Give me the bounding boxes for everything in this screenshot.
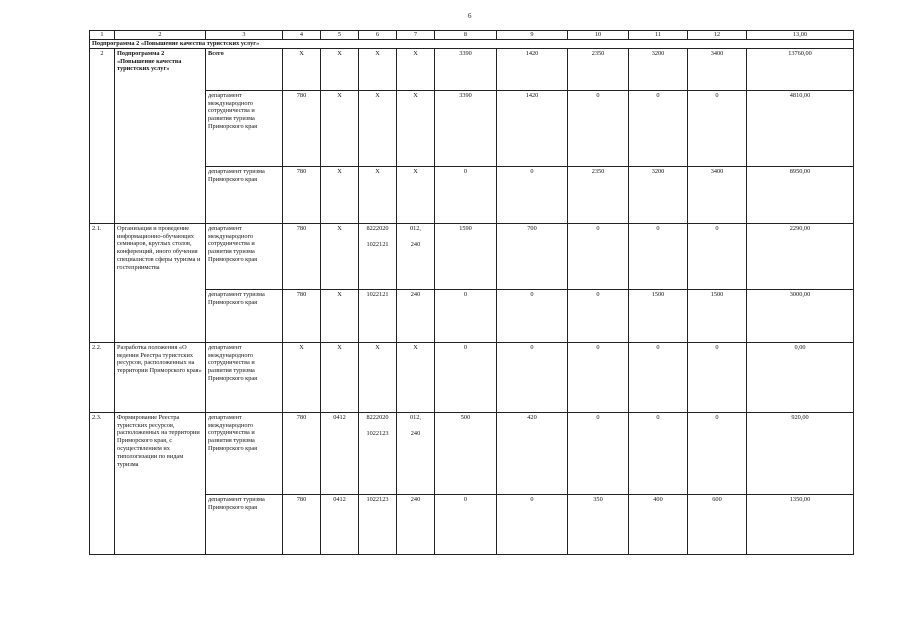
activity-name: Организация и проведение информационно-обучающих семинаров, круглых столов, конференций, иного обучения специалистов сферы туризма и гостеприимства	[115, 223, 206, 342]
cell-total: 13760,00	[747, 48, 854, 90]
code-line: 8222020	[366, 224, 389, 232]
cell-code	[359, 412, 397, 494]
cell-value: 1500	[688, 289, 747, 342]
column-number: 6	[359, 31, 397, 40]
cell-value: X	[359, 48, 397, 90]
cell-value: 1022123	[359, 494, 397, 554]
cell-total: 4810,00	[747, 90, 854, 166]
cell-value: 0	[497, 494, 568, 554]
cell-value: 0	[435, 494, 497, 554]
code-line: 012,	[409, 413, 422, 421]
column-number: 13,00	[747, 31, 854, 40]
cell-code	[397, 412, 435, 494]
cell-code	[397, 223, 435, 289]
cell-value: X	[321, 289, 359, 342]
cell-value: 1500	[629, 289, 688, 342]
cell-value: 0	[568, 289, 629, 342]
table-row	[90, 223, 854, 289]
page-number: 6	[468, 12, 472, 20]
executor: департамент международного сотрудничества и развития туризма Приморского края	[206, 412, 283, 494]
cell-value: 0	[568, 223, 629, 289]
cell-value: X	[359, 90, 397, 166]
cell-value: 780	[283, 90, 321, 166]
column-number: 1	[90, 31, 115, 40]
cell-total: 0,00	[747, 342, 854, 412]
column-number: 5	[321, 31, 359, 40]
row-number: 2.2.	[90, 342, 115, 412]
cell-value: 3390	[435, 48, 497, 90]
cell-value: X	[359, 342, 397, 412]
cell-total: 2290,00	[747, 223, 854, 289]
cell-value: 1022121	[359, 289, 397, 342]
code-line: 012,	[409, 224, 422, 232]
cell-value: 3200	[629, 166, 688, 223]
section-title: Подпрограмма 2 «Повышение качества туристских услуг»	[90, 39, 854, 48]
cell-value: 780	[283, 166, 321, 223]
cell-value: 0412	[321, 412, 359, 494]
cell-value: 0	[435, 166, 497, 223]
column-number: 9	[497, 31, 568, 40]
table-row	[90, 412, 854, 494]
cell-value: 400	[629, 494, 688, 554]
cell-value: 2350	[568, 166, 629, 223]
cell-value: 780	[283, 223, 321, 289]
cell-value: 780	[283, 289, 321, 342]
activity-name: Формирование Реестра туристских ресурсов, расположенных на территории Приморского края, с осуществлением их типологизации по видам туризма	[115, 412, 206, 554]
cell-value: 240	[397, 289, 435, 342]
column-number: 8	[435, 31, 497, 40]
code-line: 8222020	[366, 413, 389, 421]
cell-value: 0	[435, 289, 497, 342]
column-number: 7	[397, 31, 435, 40]
cell-value: X	[283, 48, 321, 90]
cell-value: X	[397, 90, 435, 166]
cell-value: 0	[688, 342, 747, 412]
cell-total: 3000,00	[747, 289, 854, 342]
executor: департамент международного сотрудничества и развития туризма Приморского края	[206, 342, 283, 412]
cell-value: X	[283, 342, 321, 412]
code-line: 240	[410, 240, 421, 248]
cell-value: 0	[629, 342, 688, 412]
executor: Всего	[206, 48, 283, 90]
executor: департамент международного сотрудничества и развития туризма Приморского края	[206, 223, 283, 289]
table-row	[90, 342, 854, 412]
cell-value: 0	[688, 90, 747, 166]
cell-value: 240	[397, 494, 435, 554]
cell-value: 0	[497, 342, 568, 412]
cell-value: 0412	[321, 494, 359, 554]
cell-value: 0	[688, 412, 747, 494]
section-row	[90, 39, 854, 48]
cell-value: 0	[435, 342, 497, 412]
cell-value: 0	[629, 223, 688, 289]
cell-value: 780	[283, 494, 321, 554]
cell-value: 780	[283, 412, 321, 494]
cell-total: 920,00	[747, 412, 854, 494]
cell-value: 500	[435, 412, 497, 494]
program-table	[89, 30, 854, 555]
cell-code	[359, 223, 397, 289]
cell-value: 0	[629, 412, 688, 494]
cell-value: X	[321, 223, 359, 289]
cell-value: X	[397, 342, 435, 412]
executor: департамент международного сотрудничества и развития туризма Приморского края	[206, 90, 283, 166]
cell-value: 0	[568, 412, 629, 494]
activity-name: Разработка положения «О ведении Реестра туристских ресурсов, расположенных на территории Приморского края»	[115, 342, 206, 412]
row-number: 2.3.	[90, 412, 115, 554]
cell-value: 0	[568, 90, 629, 166]
column-number: 3	[206, 31, 283, 40]
cell-value: 700	[497, 223, 568, 289]
cell-value: 3400	[688, 48, 747, 90]
column-number-row	[90, 31, 854, 40]
cell-total: 8950,00	[747, 166, 854, 223]
executor: департамент туризма Приморского края	[206, 289, 283, 342]
cell-value: X	[321, 342, 359, 412]
table-row	[90, 48, 854, 90]
code-line: 240	[410, 429, 421, 437]
cell-value: X	[321, 90, 359, 166]
cell-value: 0	[688, 223, 747, 289]
cell-value: 2350	[568, 48, 629, 90]
cell-value: 0	[497, 166, 568, 223]
cell-value: X	[359, 166, 397, 223]
column-number: 12	[688, 31, 747, 40]
cell-value: X	[397, 48, 435, 90]
code-line: 1022123	[366, 429, 389, 437]
cell-value: X	[321, 166, 359, 223]
cell-value: 1420	[497, 90, 568, 166]
cell-value: 1590	[435, 223, 497, 289]
column-number: 2	[115, 31, 206, 40]
cell-value: 1420	[497, 48, 568, 90]
cell-value: 3390	[435, 90, 497, 166]
cell-value: X	[397, 166, 435, 223]
executor: департамент туризма Приморского края	[206, 494, 283, 554]
cell-value: 0	[629, 90, 688, 166]
column-number: 11	[629, 31, 688, 40]
executor: департамент туризма Приморского края	[206, 166, 283, 223]
cell-value: 0	[568, 342, 629, 412]
cell-value: 420	[497, 412, 568, 494]
column-number: 4	[283, 31, 321, 40]
cell-value: 3200	[629, 48, 688, 90]
activity-name: Подпрограмма 2 «Повышение качества туристских услуг»	[115, 48, 206, 223]
row-number: 2.1.	[90, 223, 115, 342]
cell-value: 0	[497, 289, 568, 342]
cell-value: 600	[688, 494, 747, 554]
cell-value: 3400	[688, 166, 747, 223]
cell-total: 1350,00	[747, 494, 854, 554]
row-number: 2	[90, 48, 115, 223]
code-line: 1022121	[366, 240, 389, 248]
cell-value: X	[321, 48, 359, 90]
column-number: 10	[568, 31, 629, 40]
cell-value: 350	[568, 494, 629, 554]
